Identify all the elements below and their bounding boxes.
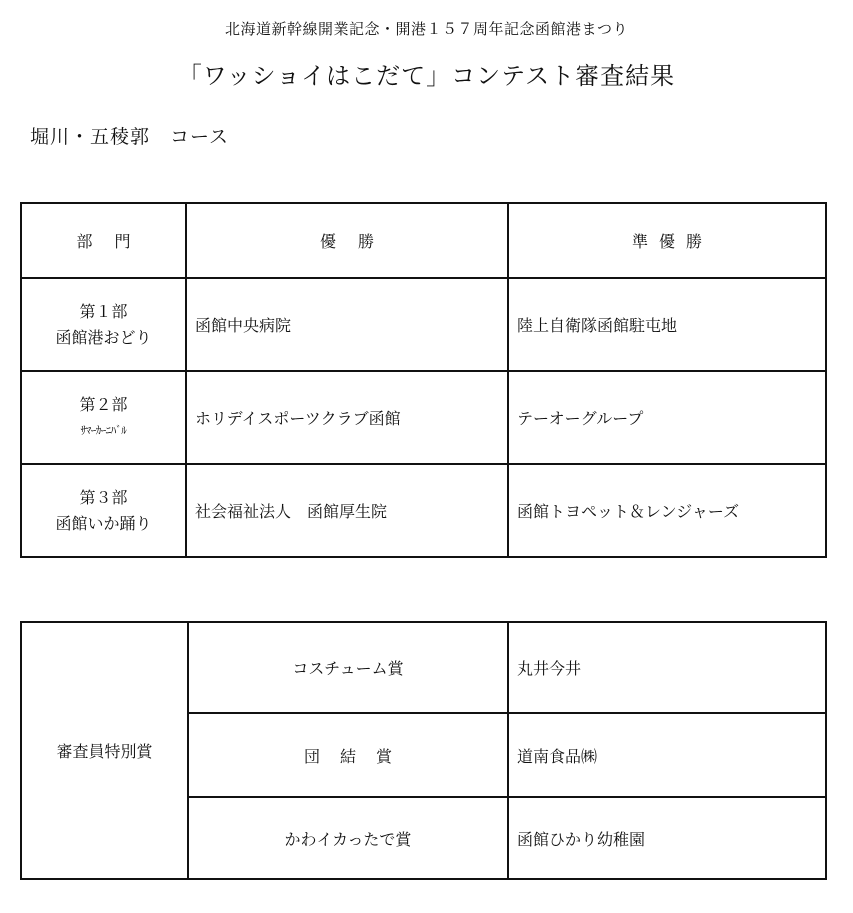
division-part: 第２部 xyxy=(79,394,128,414)
course-label: 堀川・五稜郭 コース xyxy=(30,126,230,148)
award-winner: 道南食品㈱ xyxy=(508,713,826,797)
division-name: 函館いか踊り xyxy=(55,513,152,533)
award-name: 団結賞 xyxy=(188,713,508,797)
winner-cell: ホリデイスポーツクラブ函館 xyxy=(186,371,508,464)
table-row xyxy=(21,278,826,371)
results-header-row xyxy=(21,203,826,278)
award-winner: 丸井今井 xyxy=(508,622,826,713)
results-table xyxy=(20,202,827,558)
special-award-label: 審査員特別賞 xyxy=(21,622,188,879)
event-subtitle: 北海道新幹線開業記念・開港１５７周年記念函館港まつり xyxy=(224,20,628,38)
division-name: ｻﾏｰｶｰﾆﾊﾞﾙ xyxy=(80,423,127,437)
runner-up-cell: テーオーグループ xyxy=(508,371,826,464)
page-title: 「ワッショイはこだて」コンテスト審査結果 xyxy=(177,62,676,90)
header-division: 部門 xyxy=(21,203,186,278)
special-awards-table xyxy=(20,621,827,880)
table-row xyxy=(21,622,826,713)
header-runner-up: 準優勝 xyxy=(508,203,826,278)
award-winner: 函館ひかり幼稚園 xyxy=(508,797,826,879)
division-part: 第１部 xyxy=(79,301,128,321)
runner-up-cell: 陸上自衛隊函館駐屯地 xyxy=(508,278,826,371)
table-row xyxy=(21,464,826,557)
division-part: 第３部 xyxy=(79,487,128,507)
division-name: 函館港おどり xyxy=(55,327,152,347)
division-cell xyxy=(21,464,186,557)
winner-cell: 社会福祉法人 函館厚生院 xyxy=(186,464,508,557)
table-row xyxy=(21,371,826,464)
award-name: コスチューム賞 xyxy=(188,622,508,713)
division-cell xyxy=(21,278,186,371)
award-name: かわイカったで賞 xyxy=(188,797,508,879)
runner-up-cell: 函館トヨペット＆レンジャーズ xyxy=(508,464,826,557)
division-cell xyxy=(21,371,186,464)
header-winner: 優勝 xyxy=(186,203,508,278)
winner-cell: 函館中央病院 xyxy=(186,278,508,371)
